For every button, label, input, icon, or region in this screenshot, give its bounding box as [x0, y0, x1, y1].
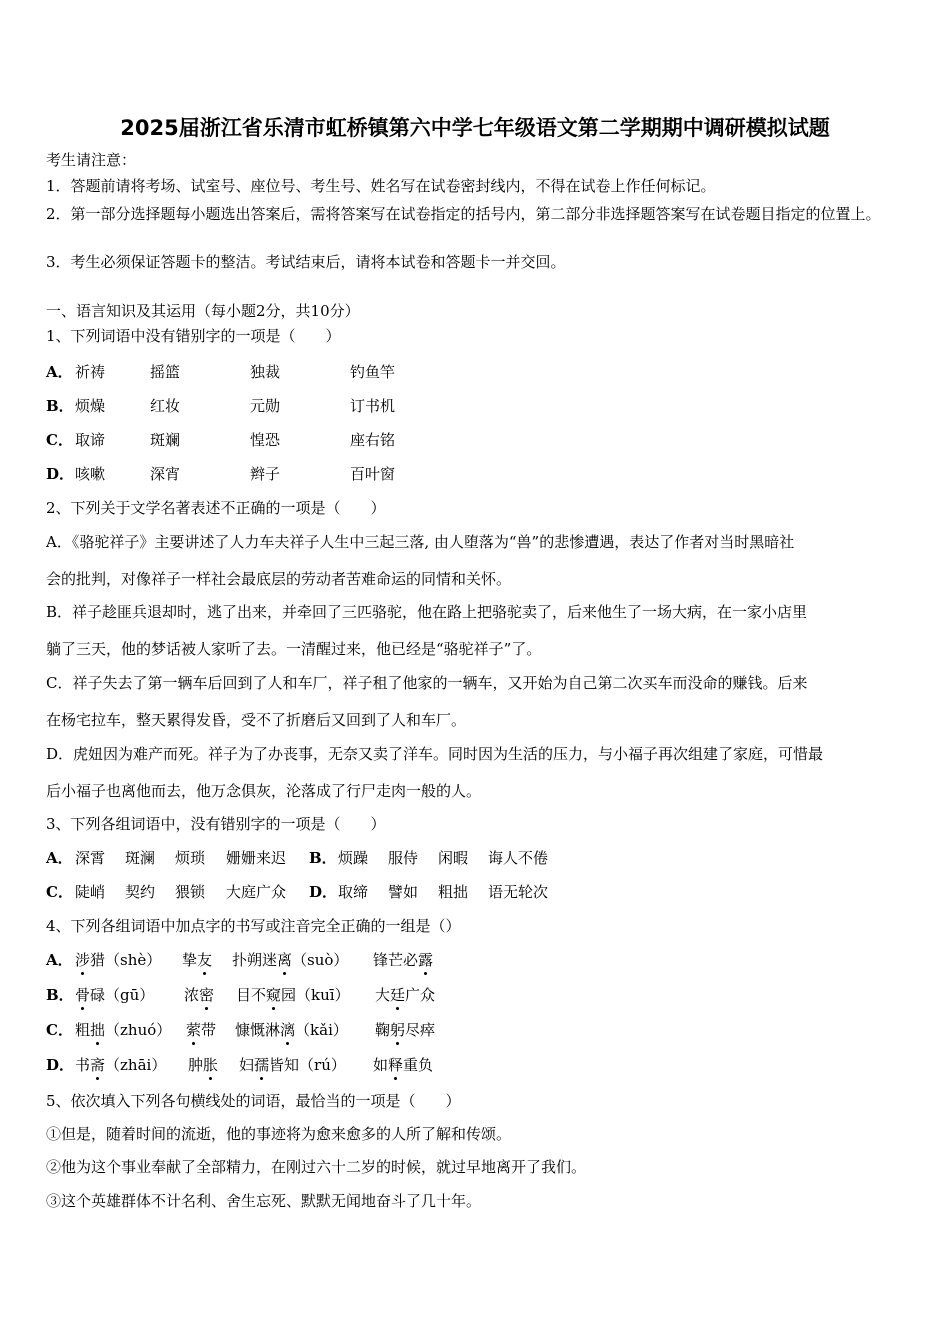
- word: 祈祷: [75, 363, 106, 381]
- word: 陡峭: [75, 883, 106, 901]
- word: 譬如: [388, 883, 419, 901]
- word: 姗姗来迟: [226, 849, 287, 867]
- char: 锋芒必: [373, 951, 419, 969]
- char: 鞠: [375, 1021, 391, 1039]
- pinyin: （kǎi）: [295, 1021, 348, 1039]
- notice-heading: 考生请注意：: [46, 151, 137, 169]
- dotted-char: 释: [388, 1056, 404, 1074]
- word: 大庭广众: [226, 883, 287, 901]
- dotted-char: 拙: [90, 1021, 106, 1039]
- word: 订书机: [350, 397, 396, 415]
- option-label: C．: [46, 883, 73, 901]
- word: 斑斓: [150, 431, 181, 449]
- char: 肿: [188, 1056, 204, 1074]
- char: 粗: [75, 1021, 91, 1039]
- word-group: [375, 985, 435, 1005]
- char: 挚: [182, 951, 198, 969]
- question-2-option-c-line-2: 在杨宅拉车，整天累得发昏，受不了折磨后又回到了人和车厂。: [46, 711, 467, 729]
- word: 契约: [125, 883, 156, 901]
- option-label: B．: [46, 397, 74, 415]
- option-label: D．: [46, 465, 75, 483]
- word: 烦燥: [75, 397, 106, 415]
- word: 咳嗽: [75, 465, 106, 483]
- dotted-char: 骨: [75, 986, 91, 1004]
- dotted-char: 斋: [90, 1056, 106, 1074]
- option-label: B．: [309, 849, 337, 867]
- word: 诲人不倦: [488, 849, 549, 867]
- word: 闲暇: [438, 849, 469, 867]
- question-2-option-a-line-2: 会的批判，对像祥子一样社会最底层的劳动者苦难命运的同情和关怀。: [46, 570, 512, 588]
- word-group: [239, 1055, 346, 1075]
- word: 烦躁: [338, 849, 369, 867]
- dotted-char: 躬: [390, 1021, 406, 1039]
- option-label: A．: [46, 363, 73, 381]
- word: 深宵: [150, 465, 181, 483]
- word-group: [75, 985, 154, 1005]
- char: 广众: [405, 986, 436, 1004]
- dotted-char: 友: [197, 951, 213, 969]
- word: 独裁: [250, 363, 281, 381]
- word-group: [188, 1055, 218, 1075]
- option-label: D．: [46, 1056, 75, 1074]
- word: 深霄: [75, 849, 106, 867]
- char: 妇: [239, 1056, 255, 1074]
- word: 猥锁: [175, 883, 206, 901]
- pinyin: （shè）: [105, 951, 162, 969]
- pinyin: （gū）: [105, 986, 155, 1004]
- char: 慷慨淋: [235, 1021, 281, 1039]
- word: 辫子: [250, 465, 281, 483]
- char: 尽瘁: [405, 1021, 436, 1039]
- question-2-option-c-line-1: C．祥子失去了第一辆车后回到了人和车厂，祥子租了他家的一辆车，又开始为自己第二次买车而没命的赚钱。后来: [46, 674, 808, 692]
- char: 重负: [403, 1056, 434, 1074]
- char: 碌: [90, 986, 106, 1004]
- question-5-stem: 5、依次填入下列各句横线处的词语，最恰当的一项是（ ）: [46, 1092, 461, 1110]
- word: 红妆: [150, 397, 181, 415]
- option-label: A．: [46, 849, 73, 867]
- question-2-option-b-line-2: 躺了三天，他的梦话被人家听了去。一清醒过来，他已经是“骆驼祥子”了。: [46, 640, 542, 658]
- word-group: [186, 1020, 216, 1040]
- char: 书: [75, 1056, 91, 1074]
- word-group: [375, 1020, 435, 1040]
- pinyin: 园（kuī）: [281, 986, 350, 1004]
- dotted-char: 孺: [254, 1056, 270, 1074]
- notice-item-3: 3．考生必须保证答题卡的整洁。考试结束后，请将本试卷和答题卡一并交回。: [46, 253, 566, 271]
- word: 语无轮次: [488, 883, 549, 901]
- dotted-char: 萦: [186, 1021, 202, 1039]
- question-2-option-b-line-1: B．祥子趁匪兵退却时，逃了出来，并牵回了三匹骆驼，他在路上把骆驼卖了，后来他生了一场大病，在一家小店里: [46, 603, 808, 621]
- question-4-stem: 4、下列各组词语中加点字的书写或注音完全正确的一组是（）: [46, 917, 461, 935]
- notice-item-2: 2．第一部分选择题每小题选出答案后，需将答案写在试卷指定的括号内，第二部分非选择题答案写在试卷题目指定的位置上。: [46, 205, 881, 223]
- word-group: [75, 950, 161, 970]
- dotted-char: 胀: [203, 1056, 219, 1074]
- word: 钓鱼竿: [350, 363, 396, 381]
- char: 浓: [184, 986, 200, 1004]
- question-2-stem: 2、下列关于文学名著表述不正确的一项是（ ）: [46, 499, 386, 517]
- option-label: C．: [46, 431, 73, 449]
- option-label: C．: [46, 1021, 73, 1039]
- pinyin: （zhuó）: [105, 1021, 172, 1039]
- dotted-char: 漓: [280, 1021, 296, 1039]
- exam-title: 2025届浙江省乐清市虹桥镇第六中学七年级语文第二学期期中调研模拟试题: [120, 116, 830, 140]
- notice-item-1: 1．答题前请将考场、试室号、座位号、考生号、姓名写在试卷密封线内，不得在试卷上作任何标记。: [46, 177, 716, 195]
- option-label: A．: [46, 951, 73, 969]
- word-group: [373, 1055, 433, 1075]
- word: 惶恐: [250, 431, 281, 449]
- option-label: B．: [46, 986, 74, 1004]
- dotted-char: 廷: [390, 986, 406, 1004]
- dotted-char: 密: [199, 986, 215, 1004]
- word-group: [75, 1020, 171, 1040]
- question-5-sentence-2: ②他为这个事业奉献了全部精力，在刚过六十二岁的时候，就过早地离开了我们。: [46, 1158, 587, 1176]
- word-group: [236, 985, 350, 1005]
- word-group: [373, 950, 433, 970]
- dotted-char: 涉: [75, 951, 91, 969]
- question-2-option-d-line-2: 后小福子也离他而去，他万念俱灰，沦落成了行尸走肉一般的人。: [46, 782, 482, 800]
- char: 猎: [90, 951, 106, 969]
- char: 带: [201, 1021, 217, 1039]
- word: 座右铭: [350, 431, 396, 449]
- question-3-stem: 3、下列各组词语中，没有错别字的一项是（ ）: [46, 815, 386, 833]
- word: 粗拙: [438, 883, 469, 901]
- word-group: [184, 985, 214, 1005]
- word-group: [235, 1020, 348, 1040]
- dotted-char: 窥: [266, 986, 282, 1004]
- char: 如: [373, 1056, 389, 1074]
- char: 扑朔迷: [232, 951, 278, 969]
- pinyin: （zhāi）: [105, 1056, 167, 1074]
- dotted-char: 露: [418, 951, 434, 969]
- question-1-stem: 1、下列词语中没有错别字的一项是（ ）: [46, 327, 341, 345]
- char: 目不: [236, 986, 267, 1004]
- option-label: D．: [309, 883, 338, 901]
- word: 摇篮: [150, 363, 181, 381]
- question-5-sentence-1: ①但是，随着时间的流逝，他的事迹将为愈来愈多的人所了解和传颂。: [46, 1125, 512, 1143]
- word: 取谛: [75, 431, 106, 449]
- word-group: [232, 950, 348, 970]
- pinyin: 皆知（rú）: [269, 1056, 346, 1074]
- word-group: [182, 950, 212, 970]
- question-2-option-a-line-1: A．《骆驼祥子》主要讲述了人力车夫祥子人生中三起三落, 由人堕落为“兽”的悲惨遭遇，表达了作者对当时黑暗社: [46, 533, 795, 551]
- word-group: [75, 1055, 166, 1075]
- word: 百叶窗: [350, 465, 396, 483]
- word: 元勋: [250, 397, 281, 415]
- word: 烦琐: [175, 849, 206, 867]
- char: 大: [375, 986, 391, 1004]
- pinyin: （suò）: [292, 951, 349, 969]
- word: 斑澜: [125, 849, 156, 867]
- word: 服侍: [388, 849, 419, 867]
- question-2-option-d-line-1: D．虎妞因为难产而死。祥子为了办丧事，无奈又卖了洋车。同时因为生活的压力，与小福子再次组建了家庭，可惜最: [46, 745, 824, 763]
- section-heading: 一、语言知识及其运用（每小题2分，共10分）: [46, 302, 360, 320]
- question-5-sentence-3: ③这个英雄群体不计名利、舍生忘死、默默无闻地奋斗了几十年。: [46, 1192, 482, 1210]
- word: 取缔: [338, 883, 369, 901]
- dotted-char: 离: [277, 951, 293, 969]
